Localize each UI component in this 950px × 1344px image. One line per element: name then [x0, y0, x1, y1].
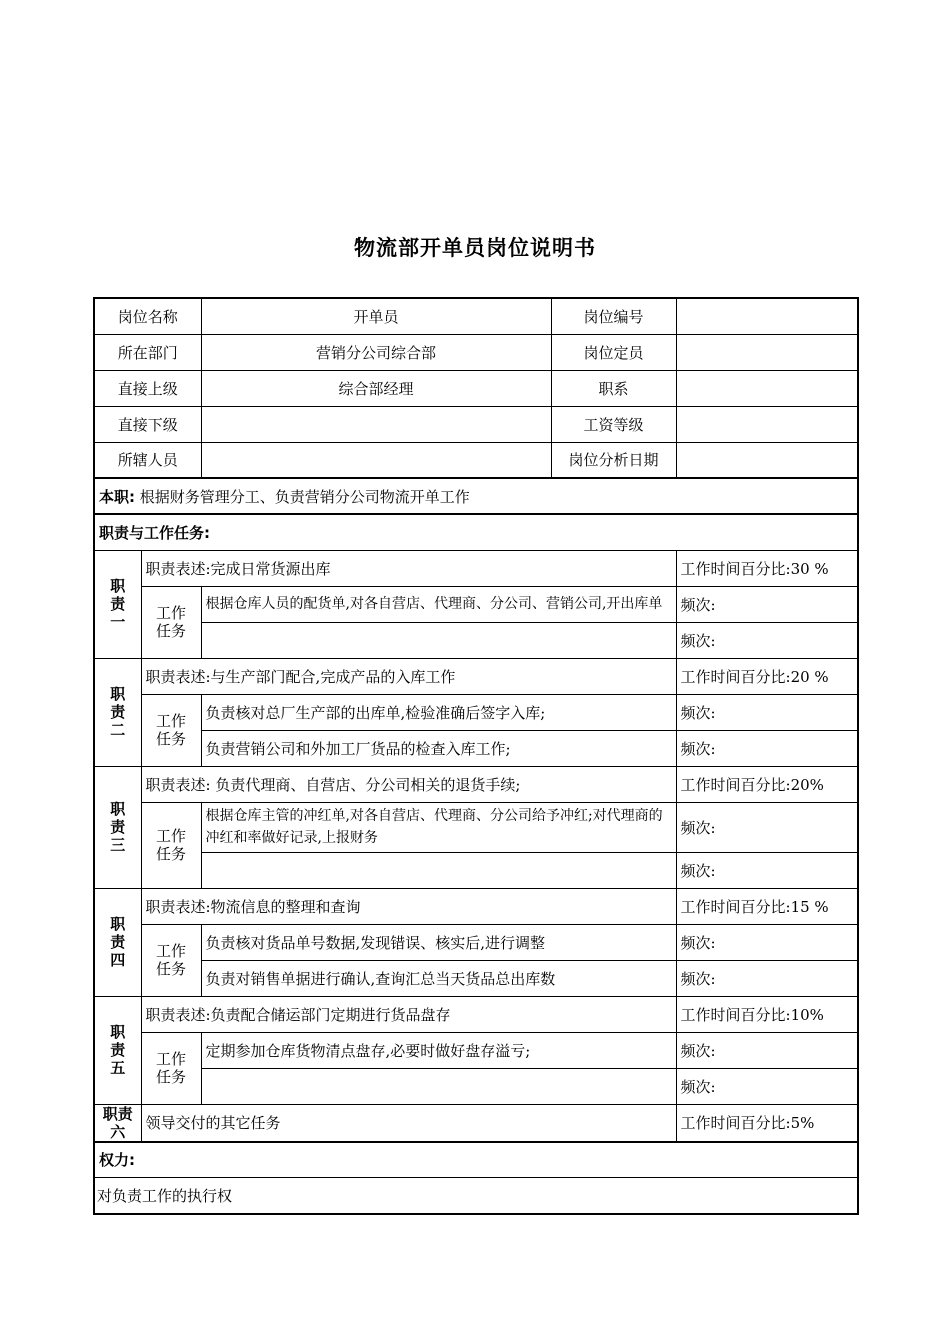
grade-value — [676, 406, 858, 442]
duty-2-desc-row — [94, 658, 858, 694]
duty-1-desc-row — [94, 550, 858, 586]
duty-4-task-row — [94, 960, 858, 996]
power-text: 对负责工作的执行权 — [94, 1178, 858, 1214]
position-code-label: 岗位编号 — [551, 298, 676, 334]
duty-4-freq-2: 频次: — [676, 960, 858, 996]
duty-1-task-row — [94, 622, 858, 658]
duty-4-label: 职 责 四 — [94, 888, 141, 996]
duty-1-freq-1: 频次: — [676, 586, 858, 622]
main-duty-label: 本职: — [99, 487, 135, 506]
row-power-header — [94, 1142, 858, 1178]
power-label: 权力: — [94, 1142, 858, 1178]
superior-value: 综合部经理 — [201, 370, 551, 406]
duty-5-pct: 工作时间百分比:10% — [676, 996, 858, 1032]
duty-4-task-row — [94, 924, 858, 960]
duty-5-freq-2: 频次: — [676, 1068, 858, 1104]
duty-1-desc: 职责表述:完成日常货源出库 — [141, 550, 676, 586]
page-title: 物流部开单员岗位说明书 — [354, 236, 596, 260]
subordinate-label: 直接下级 — [94, 406, 201, 442]
duty-2-freq-2: 频次: — [676, 730, 858, 766]
position-name-value: 开单员 — [201, 298, 551, 334]
row-main-duty — [94, 478, 858, 514]
staff-value — [201, 442, 551, 478]
duty-4-task-2: 负责对销售单据进行确认,查询汇总当天货品总出库数 — [201, 960, 676, 996]
duty-6-pct: 工作时间百分比:5% — [676, 1104, 858, 1142]
duty-2-desc: 职责表述:与生产部门配合,完成产品的入库工作 — [141, 658, 676, 694]
duty-2-task-2: 负责营销公司和外加工厂货品的检查入库工作; — [201, 730, 676, 766]
department-value: 营销分公司综合部 — [201, 334, 551, 370]
row-tasks-header — [94, 514, 858, 550]
duty-3-task-1: 根据仓库主管的冲红单,对各自营店、代理商、分公司给予冲红;对代理商的冲红和率做好记录,上报财务 — [201, 802, 676, 852]
duty-5-label: 职 责 五 — [94, 996, 141, 1104]
duty-6-desc: 领导交付的其它任务 — [141, 1104, 676, 1142]
duty-3-label: 职 责 三 — [94, 766, 141, 888]
duty-1-label: 职 责 一 — [94, 550, 141, 658]
duty-2-freq-1: 频次: — [676, 694, 858, 730]
duty-5-task-1: 定期参加仓库货物清点盘存,必要时做好盘存溢亏; — [201, 1032, 676, 1068]
staff-label: 所辖人员 — [94, 442, 201, 478]
analysis-date-value — [676, 442, 858, 478]
main-duty-text: 根据财务管理分工、负责营销分公司物流开单工作 — [139, 487, 470, 506]
row-department — [94, 334, 858, 370]
duty-4-desc-row — [94, 888, 858, 924]
duty-3-task-row — [94, 852, 858, 888]
duty-2-task-row — [94, 694, 858, 730]
duty-1-task-label: 工作 任务 — [141, 586, 201, 658]
position-name-label: 岗位名称 — [94, 298, 201, 334]
row-power-text — [94, 1178, 858, 1214]
analysis-date-label: 岗位分析日期 — [551, 442, 676, 478]
quota-label: 岗位定员 — [551, 334, 676, 370]
duty-1-task-1: 根据仓库人员的配货单,对各自营店、代理商、分公司、营销公司,开出库单 — [201, 586, 676, 622]
duty-4-pct: 工作时间百分比:15 % — [676, 888, 858, 924]
duty-5-task-row — [94, 1032, 858, 1068]
series-label: 职系 — [551, 370, 676, 406]
duty-5-desc-row — [94, 996, 858, 1032]
row-subordinate — [94, 406, 858, 442]
department-label: 所在部门 — [94, 334, 201, 370]
duty-6-row — [94, 1104, 858, 1142]
duty-6-label: 职责 六 — [94, 1104, 141, 1142]
duty-4-task-label: 工作 任务 — [141, 924, 201, 996]
job-description-table — [93, 297, 859, 1215]
duty-3-task-2 — [201, 852, 676, 888]
duty-5-task-label: 工作 任务 — [141, 1032, 201, 1104]
duty-2-pct: 工作时间百分比:20 % — [676, 658, 858, 694]
row-position-name — [94, 298, 858, 334]
duty-3-freq-2: 频次: — [676, 852, 858, 888]
duty-1-pct: 工作时间百分比:30 % — [676, 550, 858, 586]
row-superior — [94, 370, 858, 406]
duty-1-task-row — [94, 586, 858, 622]
position-code-value — [676, 298, 858, 334]
duty-3-freq-1: 频次: — [676, 802, 858, 852]
duty-2-task-1: 负责核对总厂生产部的出库单,检验准确后签字入库; — [201, 694, 676, 730]
quota-value — [676, 334, 858, 370]
duty-4-task-1: 负责核对货品单号数据,发现错误、核实后,进行调整 — [201, 924, 676, 960]
duty-5-task-2 — [201, 1068, 676, 1104]
duty-2-task-label: 工作 任务 — [141, 694, 201, 766]
duty-5-task-row — [94, 1068, 858, 1104]
duty-3-task-row — [94, 802, 858, 852]
duty-3-desc: 职责表述: 负责代理商、自营店、分公司相关的退货手续; — [141, 766, 676, 802]
duty-4-freq-1: 频次: — [676, 924, 858, 960]
duty-5-desc: 职责表述:负责配合储运部门定期进行货品盘存 — [141, 996, 676, 1032]
duty-1-freq-2: 频次: — [676, 622, 858, 658]
tasks-header: 职责与工作任务: — [94, 514, 858, 550]
duty-2-task-row — [94, 730, 858, 766]
duty-4-desc: 职责表述:物流信息的整理和查询 — [141, 888, 676, 924]
duty-2-label: 职 责 二 — [94, 658, 141, 766]
duty-5-freq-1: 频次: — [676, 1032, 858, 1068]
series-value — [676, 370, 858, 406]
superior-label: 直接上级 — [94, 370, 201, 406]
duty-3-pct: 工作时间百分比:20% — [676, 766, 858, 802]
row-staff — [94, 442, 858, 478]
subordinate-value — [201, 406, 551, 442]
duty-1-task-2 — [201, 622, 676, 658]
duty-3-desc-row — [94, 766, 858, 802]
grade-label: 工资等级 — [551, 406, 676, 442]
main-duty — [94, 478, 858, 514]
duty-3-task-label: 工作 任务 — [141, 802, 201, 888]
